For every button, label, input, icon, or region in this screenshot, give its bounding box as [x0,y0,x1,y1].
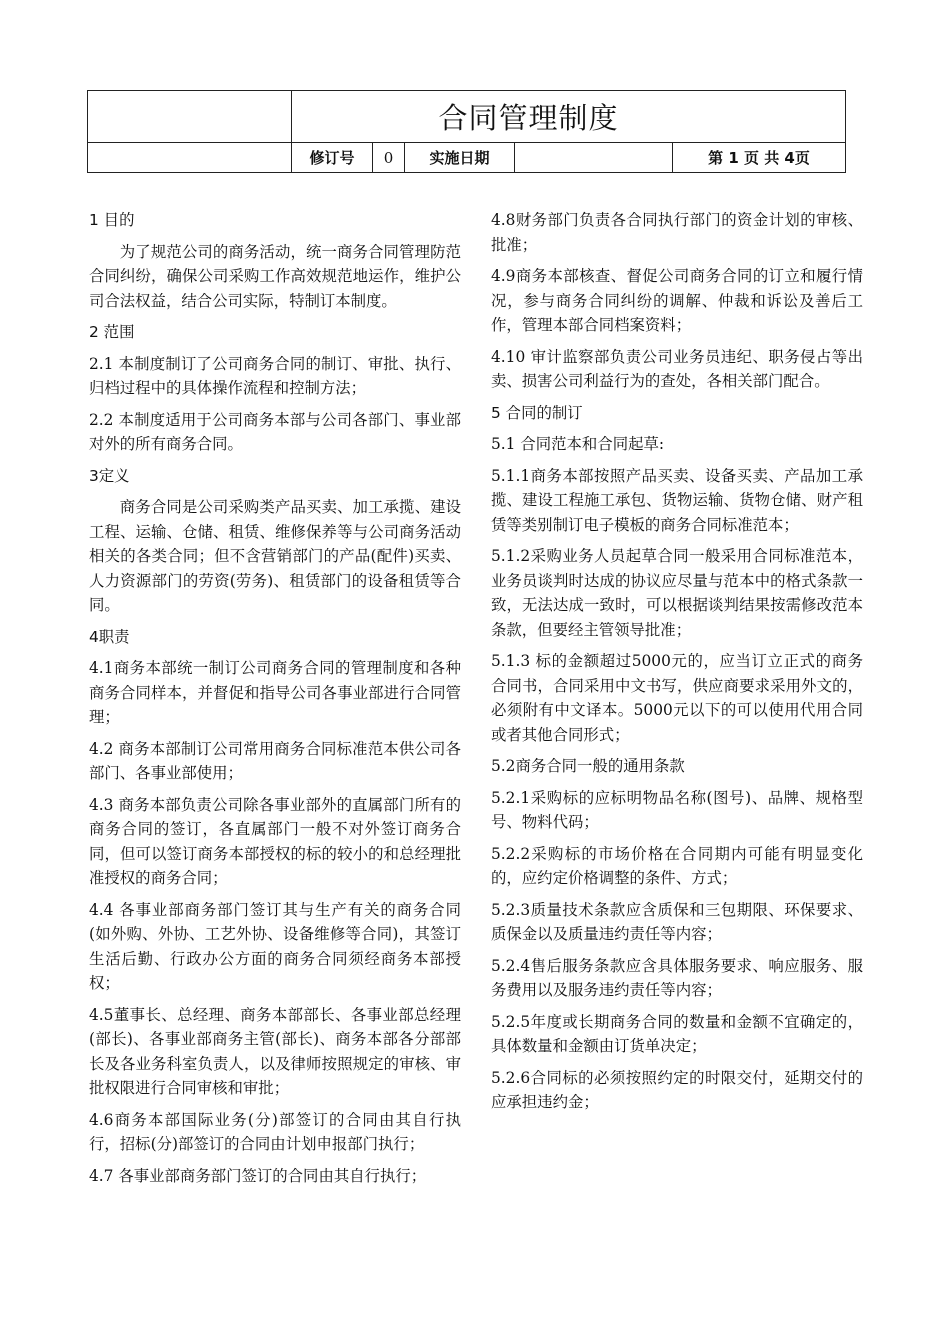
page-info: 第 1 页 共 4页 [673,143,846,173]
clause-paragraph: 4.6商务本部国际业务(分)部签订的合同由其自行执行，招标(分)部签订的合同由计划申报部门执行； [89,1110,461,1153]
clause-paragraph: 5.2商务合同一般的通用条款 [491,757,685,775]
clause-paragraph: 5.2.1采购标的应标明物品名称(图号)、品牌、规格型号、物料代码； [491,788,863,831]
clause-paragraph: 4.1商务本部统一制订公司商务合同的管理制度和各种商务合同样本，并督促和指导公司各事业部进行合同管理； [89,659,461,726]
blank-cell [88,143,292,173]
revision-label: 修订号 [292,143,373,173]
clause-paragraph: 4.2 商务本部制订公司常用商务合同标准范本供公司各部门、各事业部使用； [89,739,461,782]
clause-paragraph: 5.1.3 标的金额超过5000元的，应当订立正式的商务合同书，合同采用中文书写，供应商要求采用外文的，必须附有中文译本。5000元以下的可以使用代用合同或者其他合同形式； [491,652,863,744]
section-heading: 3定义 [89,466,130,485]
paragraph: 为了规范公司的商务活动，统一商务合同管理防范合同纠纷，确保公司采购工作高效规范地运作，维护公司合法权益，结合公司实际，特制订本制度。 [89,242,461,310]
clause-paragraph: 2.2 本制度适用于公司商务本部与公司各部门、事业部对外的所有商务合同。 [89,410,461,453]
clause-paragraph: 5.1 合同范本和合同起草: [491,435,665,453]
section-heading: 1 目的 [89,211,135,229]
clause-paragraph: 4.7 各事业部商务部门签订的合同由其自行执行； [89,1166,427,1185]
effective-date-value [515,143,673,173]
title-cell [292,91,846,143]
revision-value: 0 [373,143,405,173]
clause-paragraph: 4.9商务本部核查、督促公司商务合同的订立和履行情况，参与商务合同纠纷的调解、仲裁和诉讼及善后工作，管理本部合同档案资料； [491,267,863,334]
clause-paragraph: 4.5董事长、总经理、商务本部部长、各事业部总经理(部长)、各事业部商务主管(部长)、商务本部各分部部长及各业务科室负责人，以及律师按照规定的审核、审批权限进行合同审核和审批； [89,1005,461,1097]
clause-paragraph: 5.1.1商务本部按照产品买卖、设备买卖、产品加工承揽、建设工程施工承包、货物运输、货物仓储、财产租赁等类别制订电子模板的商务合同标准范本； [491,466,863,534]
clause-paragraph: 5.2.4售后服务条款应含具体服务要求、响应服务、服务费用以及服务违约责任等内容； [491,956,863,999]
paragraph: 商务合同是公司采购类产品买卖、加工承揽、建设工程、运输、仓储、租赁、维修保养等与公司商务活动相关的各类合同；但不含营销部门的产品(配件)买卖、人力资源部门的劳资(劳务)、租赁部门的设备租赁等合同。 [89,498,461,614]
effective-date-label: 实施日期 [405,143,515,173]
page-title: 合同管理制度 [438,101,619,135]
clause-paragraph: 4.10 审计监察部负责公司业务员违纪、职务侵占等出卖、损害公司利益行为的查处，各相关部门配合。 [491,347,863,390]
clause-paragraph: 4.4 各事业部商务部门签订其与生产有关的商务合同(如外购、外协、工艺外协、设备维修等合同)，其签订生活后勤、行政办公方面的商务合同须经商务本部授权； [89,900,461,992]
logo-cell [88,91,292,143]
right-column [491,208,863,1122]
clause-paragraph: 5.2.2采购标的市场价格在合同期内可能有明显变化的，应约定价格调整的条件、方式； [491,844,863,887]
section-heading: 2 范围 [89,323,135,341]
clause-paragraph: 4.3 商务本部负责公司除各事业部外的直属部门所有的商务合同的签订，各直属部门一般不对外签订商务合同，但可以签订商务本部授权的标的较小的和总经理批准授权的商务合同； [89,795,461,887]
clause-paragraph: 4.8财务部门负责各合同执行部门的资金计划的审核、批准； [491,211,863,254]
clause-paragraph: 5.2.3质量技术条款应含质保和三包期限、环保要求、质保金以及质量违约责任等内容； [491,900,863,943]
left-column [89,208,461,1195]
clause-paragraph: 5.2.6合同标的必须按照约定的时限交付，延期交付的应承担违约金； [491,1068,863,1111]
clause-paragraph: 5.2.5年度或长期商务合同的数量和金额不宜确定的，具体数量和金额由订货单决定； [491,1012,863,1055]
clause-paragraph: 2.1 本制度制订了公司商务合同的制订、审批、执行、归档过程中的具体操作流程和控制方法； [89,354,461,397]
section-heading: 4职责 [89,627,130,646]
clause-paragraph: 5.1.2采购业务人员起草合同一般采用合同标准范本，业务员谈判时达成的协议应尽量与范本中的格式条款一致，无法达成一致时，可以根据谈判结果按需修改范本条款，但要经主管领导批准； [491,547,863,639]
section-heading: 5 合同的制订 [491,403,583,422]
document-header-table [87,90,846,173]
